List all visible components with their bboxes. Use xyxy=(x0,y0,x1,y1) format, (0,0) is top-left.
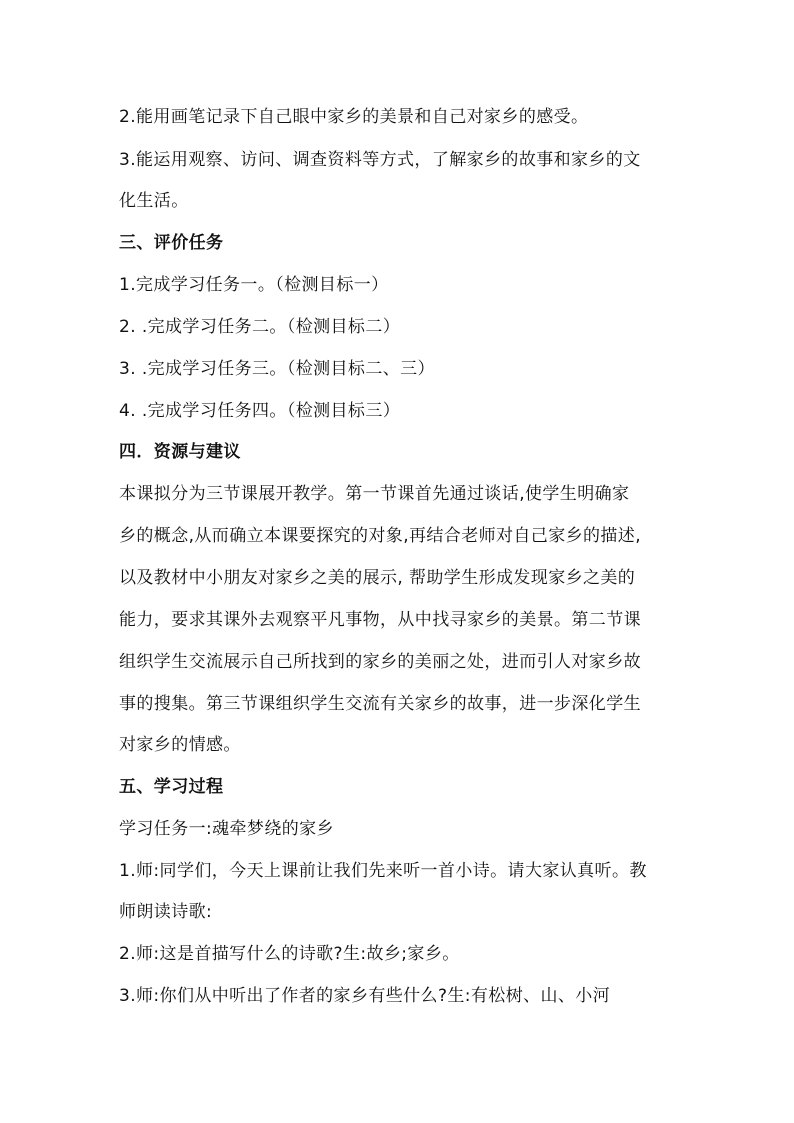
section-heading-process: 五、学习过程 xyxy=(119,777,224,797)
resources-paragraph-line-6: 事的搜集。第三节课组织学生交流有关家乡的故事，进一步深化学生 xyxy=(119,694,641,714)
resources-paragraph-line-4: 能力，要求其课外去观察平凡事物，从中找寻家乡的美景。第二节课 xyxy=(119,610,641,630)
process-step-1-line-2: 师朗读诗歌: xyxy=(119,902,213,922)
resources-paragraph-line-3: 以及教材中小朋友对家乡之美的展示, 帮助学生形成发现家乡之美的 xyxy=(119,568,636,588)
evaluation-item-3: 3. .完成学习任务三。（检测目标二、三） xyxy=(119,359,435,379)
section-heading-resources: 四．资源与建议 xyxy=(119,442,241,462)
resources-paragraph-line-5: 组织学生交流展示自己所找到的家乡的美丽之处，进而引人对家乡故 xyxy=(119,652,641,672)
evaluation-item-4: 4. .完成学习任务四。（检测目标三） xyxy=(119,401,401,421)
resources-paragraph-line-2: 乡的概念,从而确立本课要探究的对象,再结合老师对自己家乡的描述, xyxy=(119,526,642,546)
evaluation-item-1: 1.完成学习任务一。（检测目标一） xyxy=(119,275,389,295)
evaluation-item-2: 2. .完成学习任务二。（检测目标二） xyxy=(119,317,401,337)
process-step-2: 2.师:这是首描写什么的诗歌?生:故乡;家乡。 xyxy=(119,944,460,964)
process-step-3: 3.师:你们从中听出了作者的家乡有些什么?生:有松树、山、小河 xyxy=(119,986,611,1006)
process-step-1-line-1: 1.师:同学们，今天上课前让我们先来听一首小诗。请大家认真听。教 xyxy=(119,861,647,881)
objective-3-line-1: 3.能运用观察、访问、调查资料等方式，了解家乡的故事和家乡的文 xyxy=(119,150,641,170)
resources-paragraph-line-1: 本课拟分为三节课展开教学。第一节课首先通过谈话,使学生明确家 xyxy=(119,484,630,504)
section-heading-evaluation: 三、评价任务 xyxy=(119,233,224,253)
task-1-title: 学习任务一:魂牵梦绕的家乡 xyxy=(119,819,334,839)
objective-2: 2.能用画笔记录下自己眼中家乡的美景和自己对家乡的感受。 xyxy=(119,107,589,127)
resources-paragraph-line-7: 对家乡的情感。 xyxy=(119,735,241,755)
objective-3-line-2: 化生活。 xyxy=(119,191,189,211)
